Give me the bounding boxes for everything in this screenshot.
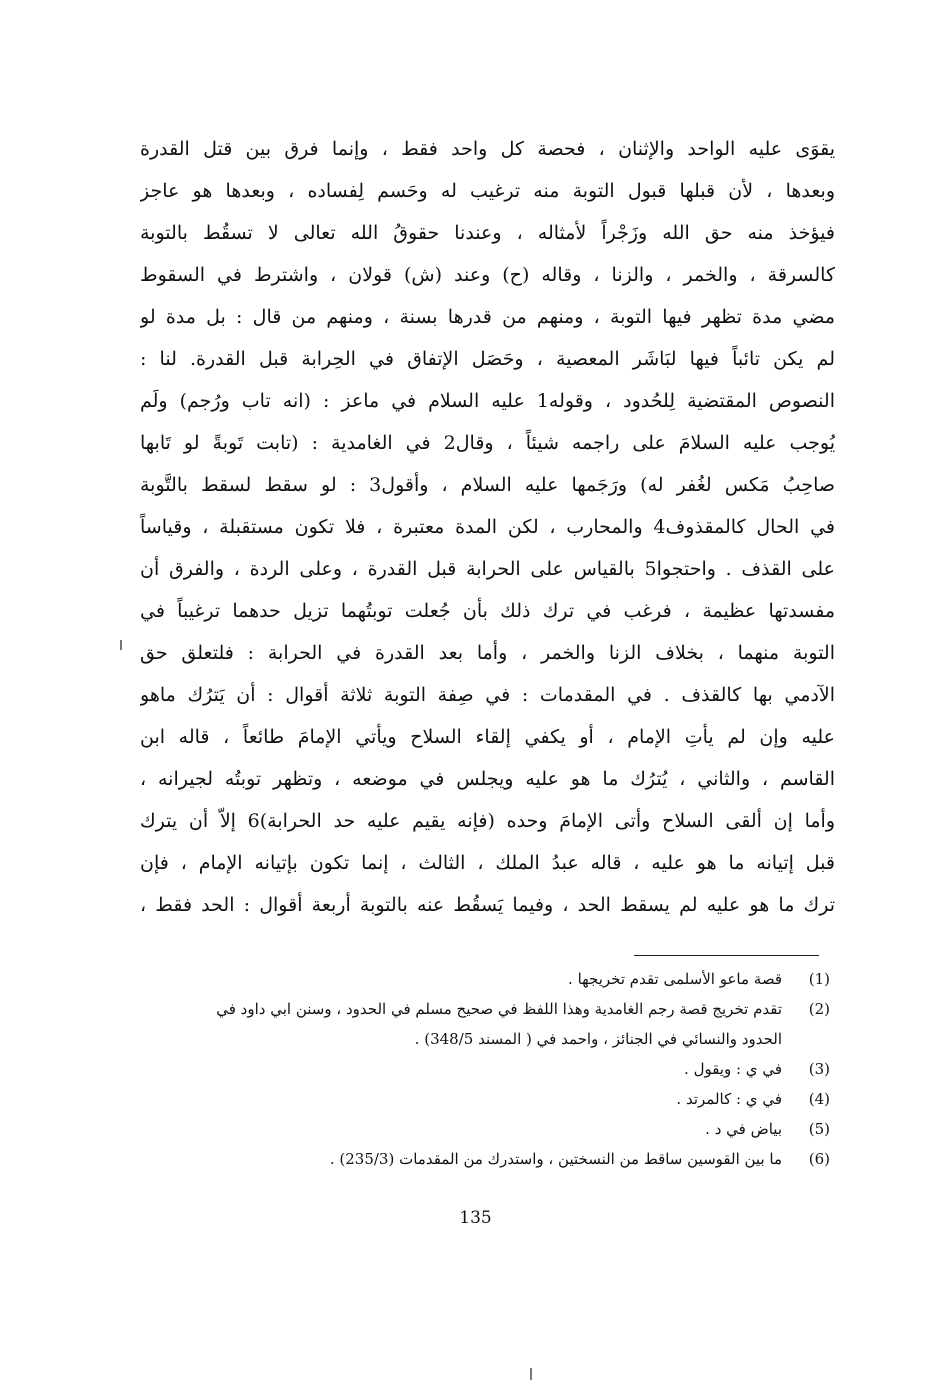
footnote-text: قصة ماعو الأسلمى تقدم تخريجها . xyxy=(568,970,782,988)
footnote-number: (4) xyxy=(808,1090,830,1108)
text-line: الآدمي بها كالقذف . في المقدمات : في صِفة التوبة ثلاثة أقوال : أن يَترُك ماهو xyxy=(140,684,835,706)
footnote xyxy=(140,994,830,1024)
footnote xyxy=(140,1144,830,1174)
footnote-number: (3) xyxy=(808,1060,830,1078)
text-line: يقوَى عليه الواحد والإثنان ، فحصة كل واحد فقط ، وإنما فرق بين قتل القدرة xyxy=(140,138,835,160)
scan-speck xyxy=(120,640,122,650)
footnote-text: تقدم تخريج قصة رجم الغامدية وهذا اللفظ في صحيح مسلم في الحدود ، وسنن ابي داود في xyxy=(216,1000,782,1018)
scan-speck xyxy=(530,1368,532,1380)
footnote-text: في ي : ويقول . xyxy=(684,1060,782,1078)
text-line: فيؤخذ منه حق الله وزَجْراً لأمثاله ، وعندنا حقوقُ الله تعالى لا تسقُط بالتوبة xyxy=(140,222,835,244)
footnote-number: (2) xyxy=(808,1000,830,1018)
text-line: مفسدتها عظيمة ، فرغب في ترك ذلك بأن جُعلت توبتُهما تزيل حدهما ترغيباً في xyxy=(140,600,835,622)
text-line: لم يكن تائباً فيها لبَاشَر المعصية ، وحَصَل الإتفاق في الحِرابة قبل القدرة. لنا : xyxy=(140,348,835,370)
text-line: يُوجب عليه السلامَ على راجمه شيئاً ، وقال2 في الغامدية : (تابت تَوبةً لو تَابها xyxy=(140,432,835,454)
footnote-number: (1) xyxy=(808,970,830,988)
text-line: مضي مدة تظهر فيها التوبة ، ومنهم من قدرها بسنة ، ومنهم من قال : بل مدة لو xyxy=(140,306,835,328)
footnote xyxy=(140,1114,830,1144)
text-line: ترك ما هو عليه لم يسقط الحد ، وفيما يَسقُط عنه بالتوبة أربعة أقوال : الحد فقط ، xyxy=(140,894,835,916)
main-text-block xyxy=(140,128,835,926)
text-line: كالسرقة ، والخمر ، والزنا ، وقاله (ح) وعند (ش) قولان ، واشترط في السقوط xyxy=(140,264,835,286)
footnote-number: (6) xyxy=(808,1150,830,1168)
text-line: وبعدها ، لأن قبلها قبول التوبة منه ترغيب له وحَسم لِفساده ، وبعدها هو عاجز xyxy=(140,180,835,202)
footnote xyxy=(140,1054,830,1084)
text-line: على القذف . واحتجوا5 بالقياس على الحرابة قبل القدرة ، وعلى الردة ، والفرق أن xyxy=(140,558,835,580)
footnote-text: بياض في د . xyxy=(705,1120,782,1138)
footnote xyxy=(140,1084,830,1114)
page-number: 135 xyxy=(459,1208,492,1228)
footnote-text: ما بين القوسين ساقط من النسختين ، واستدرك من المقدمات (235/3) . xyxy=(329,1150,782,1168)
text-line: وأما إن ألقى السلاح وأتى الإمامَ وحده (فإنه يقيم عليه حد الحرابة)6 إلاّ أن يترك xyxy=(140,810,835,832)
footnote-separator xyxy=(634,955,819,956)
footnotes-block xyxy=(140,964,830,1174)
text-line: صاحِبُ مَكس لغُفر له) ورَجَمها عليه السلام ، وأقول3 : لو سقط لسقط بالتَّوبة xyxy=(140,474,835,496)
text-line: النصوص المقتضية لِلحُدود ، وقوله1 عليه السلام في ماعز : (انه تاب ورُجم) ولَم xyxy=(140,390,835,412)
text-line: في الحال كالمقذوف4 والمحارب ، لكن المدة معتبرة ، فلا تكون مستقبلة ، وقياساً xyxy=(140,516,835,538)
footnote xyxy=(140,964,830,994)
text-line: عليه وإن لم يأتِ الإمام ، أو يكفي إلقاء السلاح ويأتي الإمامَ طائعاً ، قاله ابن xyxy=(140,726,835,748)
footnote-number: (5) xyxy=(808,1120,830,1138)
footnote-text: في ي : كالمرتد . xyxy=(676,1090,782,1108)
text-line: القاسم ، والثاني ، يُترُك ما هو عليه ويجلس في موضعه ، وتظهر توبتُه لجيرانه ، xyxy=(140,768,835,790)
text-line: التوبة منهما ، بخلاف الزنا والخمر ، وأما بعد القدرة في الحرابة : فلتعلق حق xyxy=(140,642,835,664)
footnote-continuation: الحدود والنسائي في الجنائز ، واحمد في ( المسند 348/5) . xyxy=(414,1030,782,1048)
text-line: قبل إتيانه ما هو عليه ، قاله عبدُ الملك ، الثالث ، إنما تكون بإتيانه الإمام ، فإن xyxy=(140,852,835,874)
